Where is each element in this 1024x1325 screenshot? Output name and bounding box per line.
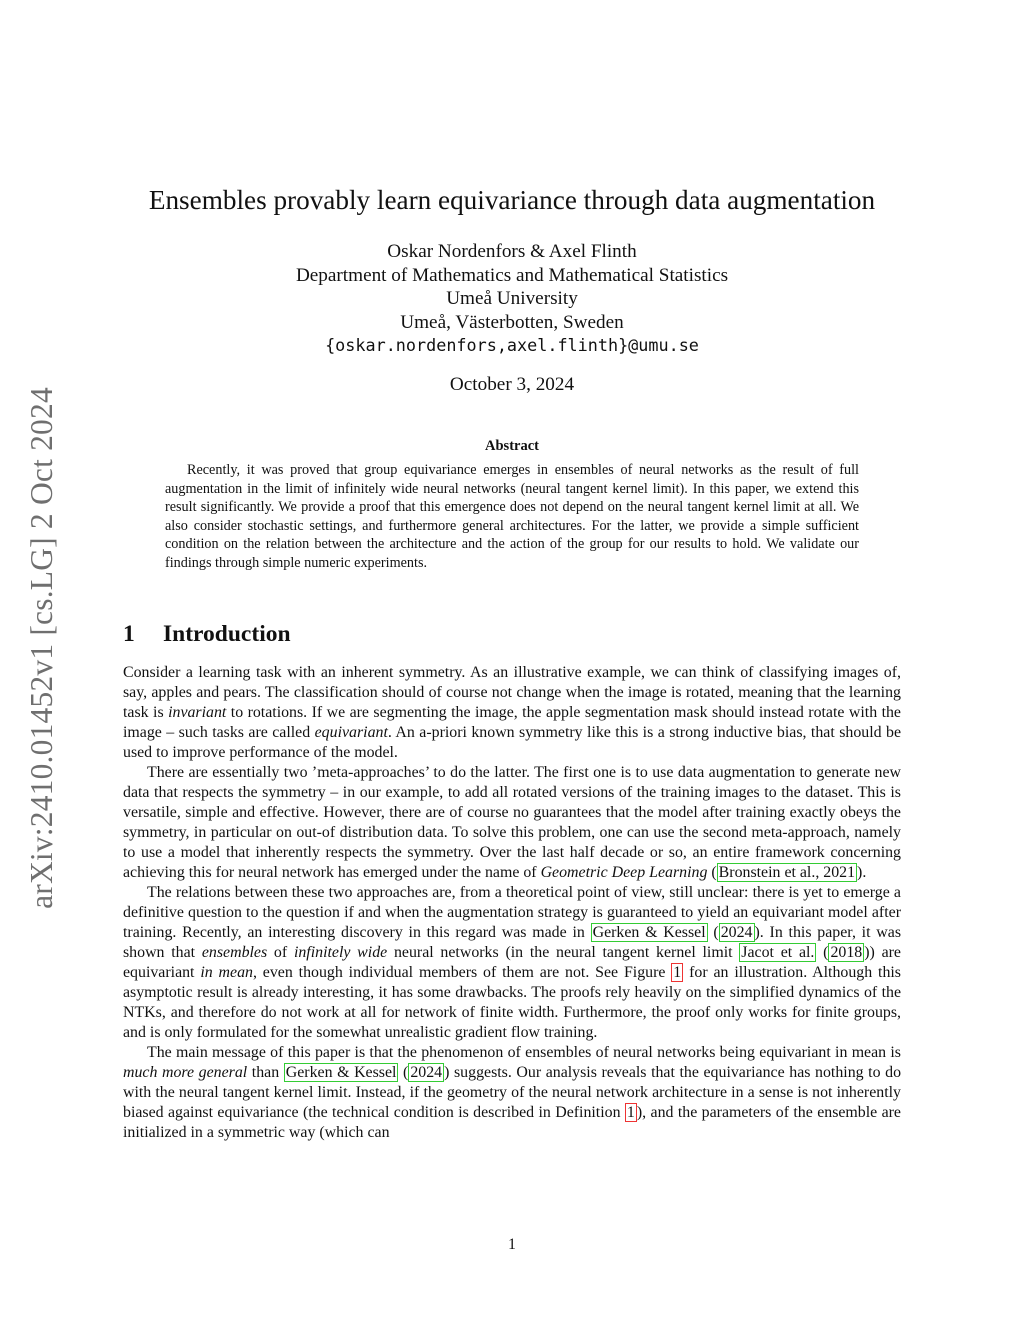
- text-run: neural networks (in the neural tangent kernel limit: [387, 944, 740, 961]
- text-run: (: [707, 864, 717, 881]
- citation-link[interactable]: Bronstein et al., 2021: [718, 864, 856, 881]
- section-title: Introduction: [163, 621, 291, 647]
- text-run: The main message of this paper is that the phenomenon of ensembles of neural networks being equivariant in mean is: [147, 1044, 901, 1061]
- emphasis: in mean: [200, 964, 253, 981]
- text-run: ).: [857, 864, 867, 881]
- emphasis: equivariant: [314, 724, 388, 741]
- text-run: than: [247, 1064, 284, 1081]
- paragraph: [123, 883, 901, 1043]
- paragraph: [123, 663, 901, 763]
- author-location: Umeå, Västerbotten, Sweden: [400, 311, 624, 333]
- citation-year-link[interactable]: 2018: [830, 944, 863, 961]
- emphasis: ensembles: [201, 944, 268, 961]
- author-names: Oskar Nordenfors & Axel Flinth: [387, 241, 637, 262]
- abstract-heading: Abstract: [485, 438, 539, 454]
- citation-link[interactable]: Gerken & Kessel: [592, 924, 706, 941]
- citation-year-link[interactable]: 2024: [410, 1064, 443, 1081]
- emphasis: Geometric Deep Learning: [540, 864, 708, 881]
- definition-reference-link[interactable]: 1: [626, 1104, 635, 1121]
- figure-reference-link[interactable]: 1: [673, 964, 682, 981]
- text-run: There are essentially two ’meta-approaches’ to do the latter. The first one is to use data augmentation to generate new data that respects the symmetry – in our example, to add all rotated versions of the training images to the dataset. This is versatile, simple and effective. However, there are of course no guarantees that the model after training exactly obeys the symmetry, in particular on out-of distribution data. To solve this problem, one can use the second meta-approach, namely to use a model that inherently respects the symmetry. Over the last half decade or so, an entire framework concerning achieving this for neural network has emerged under the name of: [123, 764, 901, 881]
- text-run: for an illustration. Although this asymptotic result is already interesting, it has some drawbacks. The proofs rely heavily on the simplified dynamics of the NTKs, and therefore do not work at all for network of finite width. Furthermore, the proof only works for finite groups, and is only formulated for the somewhat unrealistic gradient flow training.: [123, 964, 901, 1041]
- text-run: ) suggests. Our analysis reveals that the equivariance has nothing to do with the neural tangent kernel limit. Instead, if the geometry of the neural network architecture in a sense is not inherently biased against equivariance (the technical condition is described in Definition: [123, 1064, 902, 1121]
- section-heading-introduction: [123, 619, 291, 649]
- text-run: ). In this paper, it was shown that: [123, 924, 902, 961]
- text-run: to rotations. If we are segmenting the image, the apple segmentation mask should instead rotate with the image – such tasks are called: [123, 704, 901, 741]
- citation-link[interactable]: Gerken & Kessel: [285, 1064, 397, 1081]
- text-run: . An a-priori known symmetry like this is a strong inductive bias, that should be used to improve performance of the model.: [123, 724, 902, 761]
- citation-year-link[interactable]: 2024: [720, 924, 753, 941]
- section-number: 1: [123, 621, 135, 647]
- emphasis: infinitely wide: [293, 944, 388, 961]
- introduction-body: [123, 663, 901, 1143]
- citation-link[interactable]: Jacot et al.: [741, 944, 815, 961]
- text-run: , even though individual members of them are not. See Figure: [252, 964, 672, 981]
- abstract-text: Recently, it was proved that group equivariance emerges in ensembles of neural networks as the result of full augmentation in the limit of infinitely wide neural networks (neural tangent kernel limit). In this paper, we extend this result significantly. We provide a proof that this emergence does not depend on the neural tangent kernel limit at all. We also consider stochastic settings, and furthermore general architectures. For the latter, we provide a simple sufficient condition on the relation between the architecture and the action of the group for our results to hold. We validate our findings through simple numeric experiments.: [165, 462, 859, 571]
- arxiv-stamp: arXiv:2410.01452v1 [cs.LG] 2 Oct 2024: [24, 387, 59, 909]
- page-number: 1: [508, 1236, 516, 1253]
- text-run: Consider a learning task with an inherent symmetry. As an illustrative example, we can think of classifying images of, say, apples and pears. The classification should of course not change when the image is rotated, meaning that the learning task is: [123, 664, 901, 721]
- author-department: Department of Mathematics and Mathematical Statistics: [295, 264, 729, 286]
- author-email[interactable]: {oskar.nordenfors,axel.flinth}@umu.se: [325, 335, 699, 355]
- text-run: (: [398, 1064, 409, 1081]
- author-university: Umeå University: [446, 288, 578, 309]
- paper-title: Ensembles provably learn equivariance through data augmentation: [148, 185, 876, 215]
- text-run: The relations between these two approaches are, from a theoretical point of view, still unclear: there is yet to emerge a definitive question to the question if and when the augmentation strategy is guaranteed to yield an equivariant model after training. Recently, an interesting discovery in this regard was made in: [123, 884, 901, 941]
- text-run: ), and the parameters of the ensemble are initialized in a symmetric way (which can: [123, 1104, 901, 1141]
- text-run: (: [707, 924, 719, 941]
- paper-date: October 3, 2024: [449, 374, 575, 395]
- emphasis: invariant: [168, 704, 227, 721]
- text-run: (: [816, 944, 829, 961]
- paragraph: [123, 1043, 901, 1143]
- text-run: )) are equivariant: [123, 944, 901, 981]
- author-block: [0, 240, 1024, 358]
- emphasis: much more general: [123, 1064, 248, 1081]
- paragraph: [123, 763, 901, 883]
- text-run: of: [267, 944, 294, 961]
